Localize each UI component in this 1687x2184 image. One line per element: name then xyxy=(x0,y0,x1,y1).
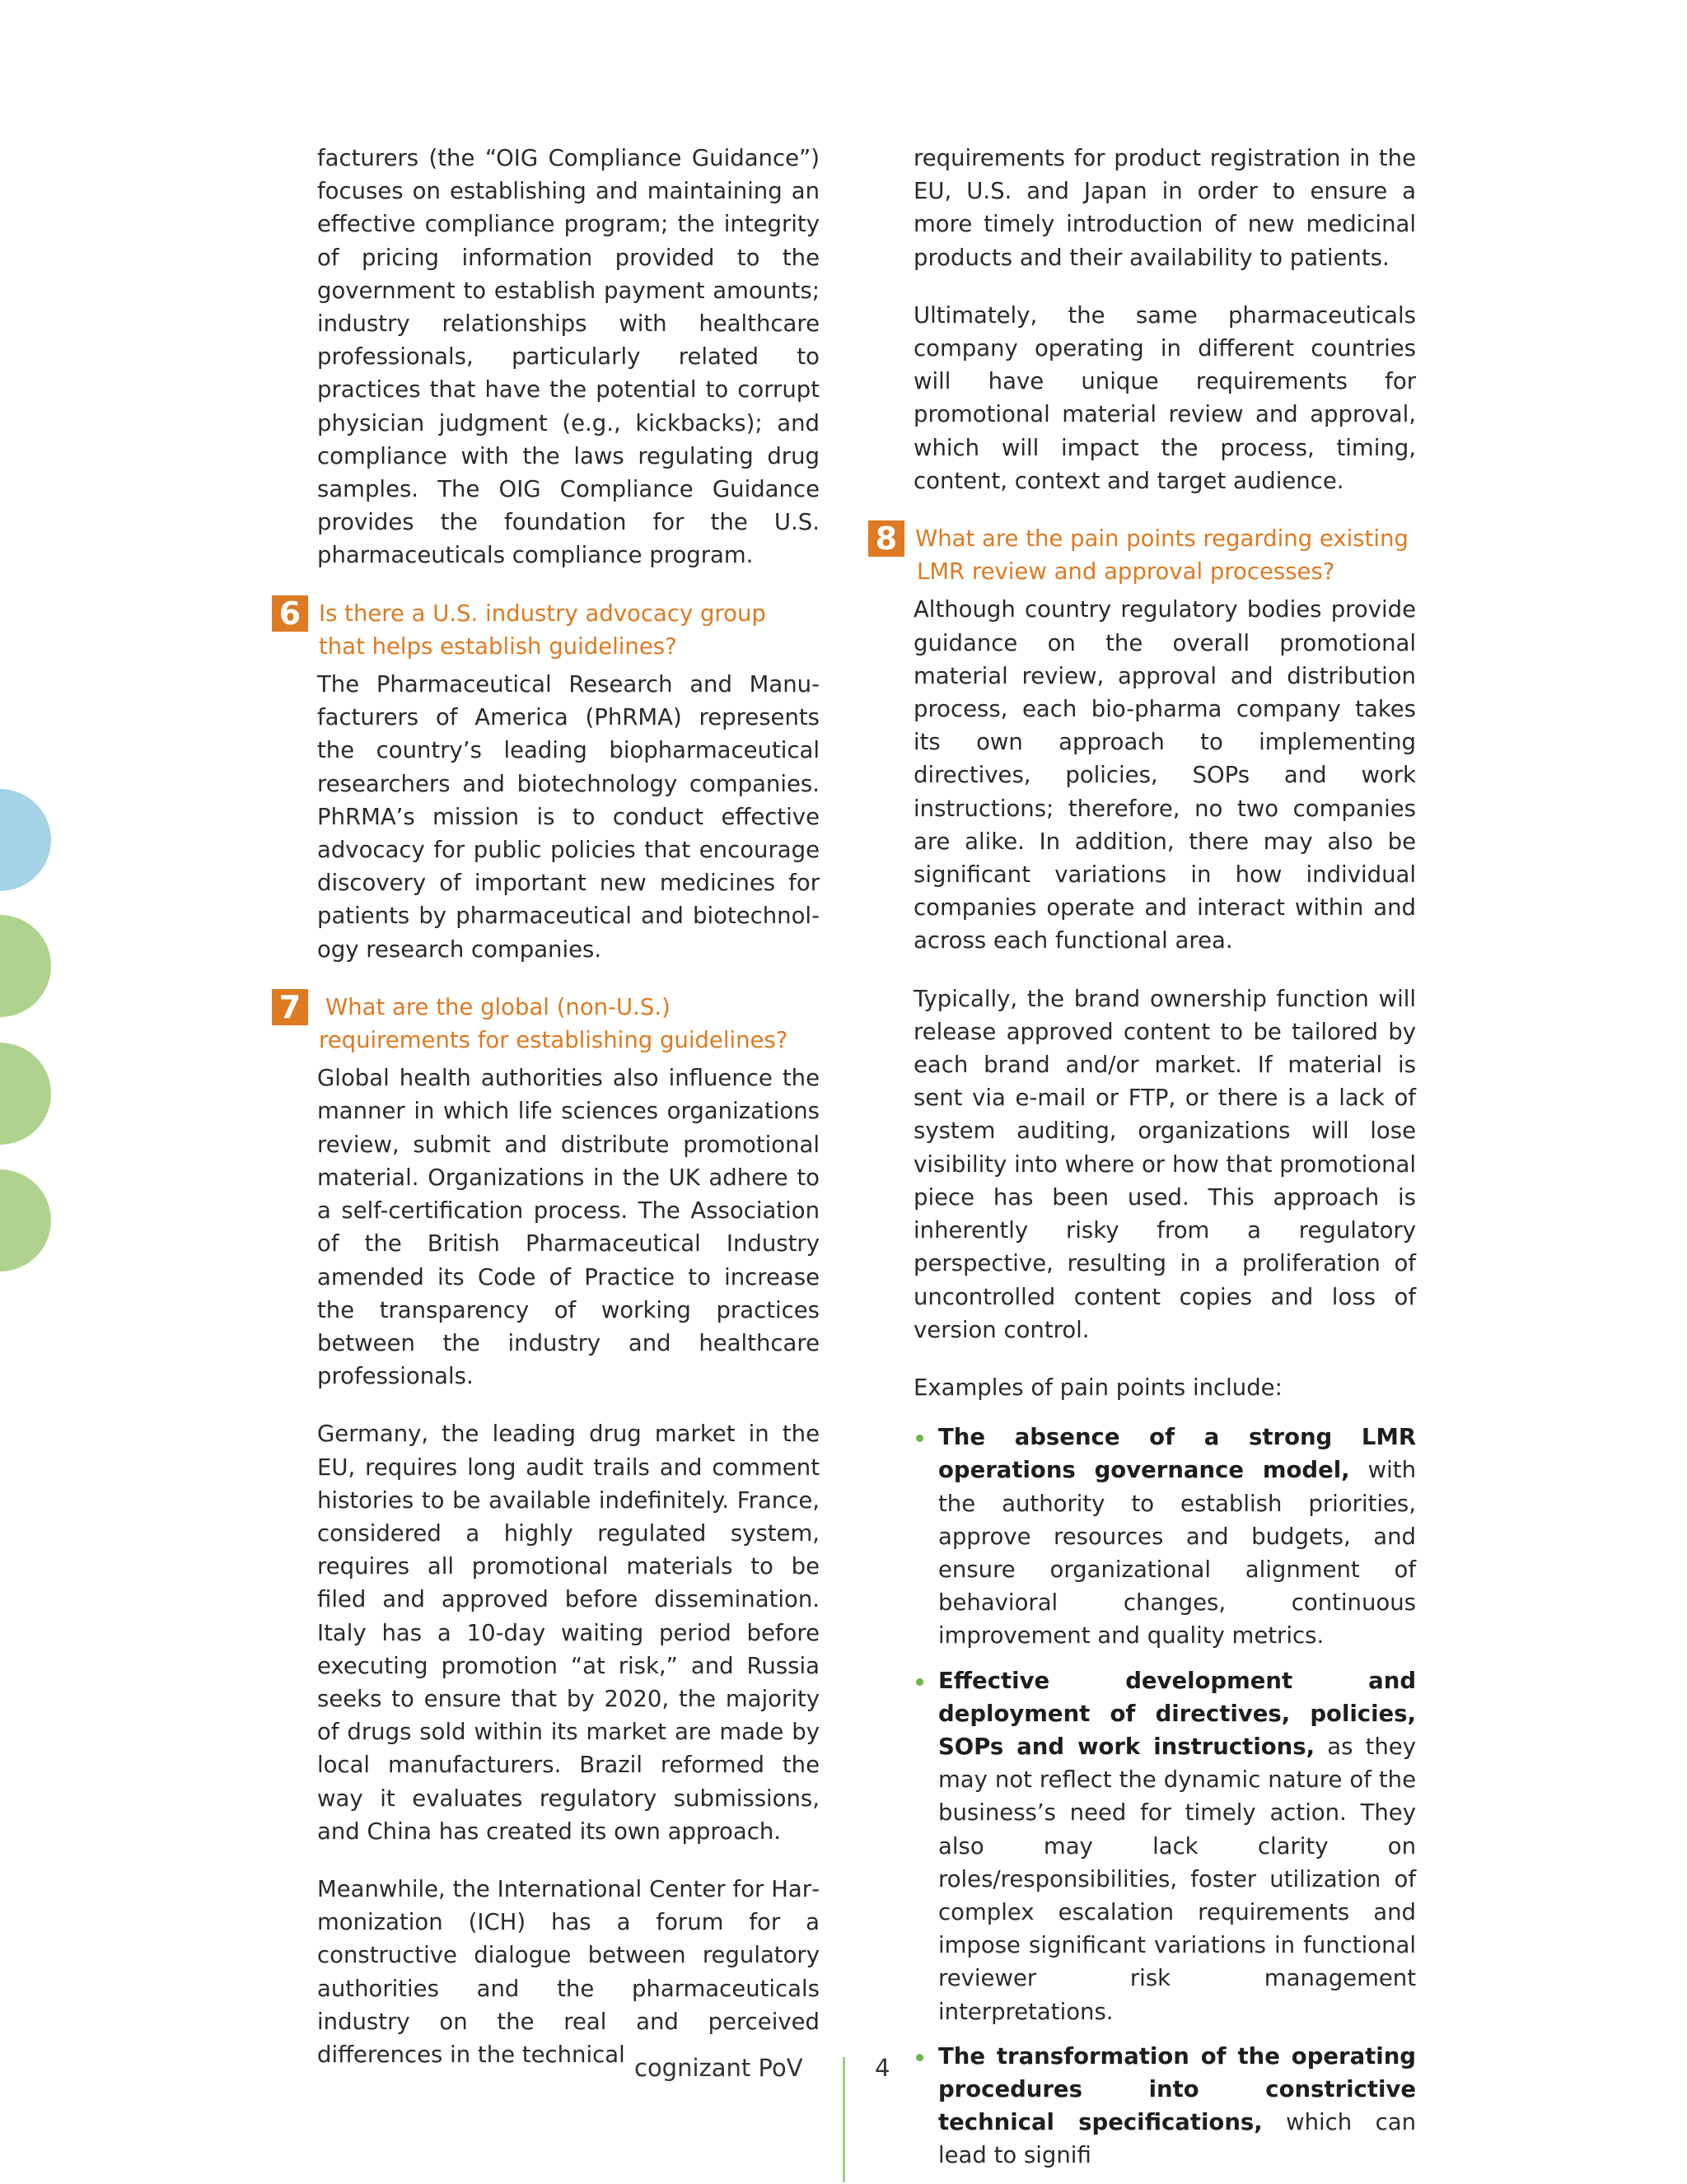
continuation-paragraph: requirements for product registration in the EU, U.S. and Japan in order to ensure a more timely introduction of new medicinal products and their availability to patients. xyxy=(914,145,1416,271)
pain-point-lead: The absence of a strong LMR operations governance model, xyxy=(938,1424,1416,1484)
decorative-circle-green-1 xyxy=(0,915,51,1017)
list-item xyxy=(914,2040,1416,2172)
question-number-badge: 7 xyxy=(272,989,308,1025)
bullet-icon xyxy=(916,1435,923,1442)
examples-intro: Examples of pain points include: xyxy=(914,1374,1283,1401)
decorative-circle-blue xyxy=(0,789,51,891)
bullet-icon xyxy=(916,2054,923,2061)
question-title-line: What are the pain points regarding existing xyxy=(915,525,1409,553)
question-7-body-1: Global health authorities also influence the manner in which life sciences organizations review, submit and distribute promotional material. Organizations in the UK adhere to a self-certification process. The Association of the British Pharmaceutical Industry amended its Code of Practice to increase the transparency of working practices between the industry and healthcare professionals. xyxy=(317,1065,820,1390)
list-item xyxy=(914,1664,1416,2028)
decorative-circle-green-2 xyxy=(0,1043,51,1145)
pain-point-text: with the authority to establish priorities, approve resources and budgets, and ensure organizational alignment of behavioral changes, continuous improvement and quality metrics. xyxy=(938,1457,1416,1650)
pain-point-text: as they may not reflect the dynamic nature of the business’s need for timely action. They also may lack clarity on roles/responsibilities, foster utilization of complex escalation requirements and impose significant variations in functional reviewer risk management interpretations. xyxy=(938,1733,1416,2025)
list-item xyxy=(914,1421,1416,1652)
question-6-body: The Pharmaceutical Research and Manufacturers of America (PhRMA) represents the country’s leading biopharmaceutical researchers and biotechnology companies. PhRMA’s mission is to conduct effective advocacy for public policies that encourage discovery of important new medicines for patients by pharmaceutical and biotechnology research companies. xyxy=(317,671,820,963)
question-7-body-2: Germany, the leading drug market in the EU, requires long audit trails and comment histories to be available indefinitely. France, considered a highly regulated system, requires all promotional materials to be filed and approved before dissemination. Italy has a 10-day waiting period before executing promotion “at risk,” and Russia seeks to ensure that by 2020, the majority of drugs sold within its market are made by local manufacturers. Brazil reformed the way it evaluates regulatory submissions, and China has created its own approach. xyxy=(317,1421,820,1845)
pain-points-list xyxy=(914,1421,1416,2172)
pain-point-lead: The transformation of the operating procedures into constrictive technical specifications, xyxy=(938,2042,1416,2136)
pain-point-text: which can lead to signifi xyxy=(938,2109,1416,2169)
question-8-heading xyxy=(875,520,1416,588)
bullet-icon xyxy=(916,1678,923,1686)
question-7-body-3: Meanwhile, the International Center for Harmonization (ICH) has a forum for a constructive dialogue between regulatory authorities and the pharmaceuticals industry on the real and perceived differences in the technical xyxy=(317,1875,820,2068)
question-number-badge: 8 xyxy=(868,520,904,557)
question-8-body-1: Although country regulatory bodies provide guidance on the overall promotional material review, approval and distribution process, each bio-pharma company takes its own approach to implementing directives, policies, SOPs and work instructions; therefore, no two companies are alike. In addition, there may also be significant variations in how individual companies operate and interact within and across each functional area. xyxy=(914,596,1416,954)
question-8-body-2: Typically, the brand ownership function will release approved content to be tailored by each brand and/or market. If material is sent via e-mail or FTP, or there is a lack of system auditing, organizations will lose visibility into where or how that promotional piece has been used. This approach is inherently risky from a regulatory perspective, resulting in a proliferation of uncontrolled content copies and loss of version control. xyxy=(914,985,1416,1343)
question-title-line: that helps establish guidelines? xyxy=(319,632,677,660)
pain-point-lead: Effective development and deployment of directives, policies, SOPs and work instructions, xyxy=(938,1667,1416,1760)
question-title-line: What are the global (non-U.S.) xyxy=(325,993,671,1020)
question-title-line: LMR review and approval processes? xyxy=(917,558,1335,586)
question-6-heading xyxy=(278,595,820,663)
question-title-line: requirements for establishing guidelines? xyxy=(319,1027,788,1054)
right-column xyxy=(875,142,1416,2184)
question-7-heading xyxy=(278,988,820,1057)
page-number: 4 xyxy=(875,2054,890,2082)
ultimately-paragraph: Ultimately, the same pharmaceuticals company operating in different countries will have unique requirements for promotional material review and approval, which will impact the process, timing, content, context and target audience. xyxy=(914,301,1416,494)
question-title-line: Is there a U.S. industry advocacy group xyxy=(319,600,766,627)
footer-divider xyxy=(843,2057,845,2182)
question-number-badge: 6 xyxy=(272,595,308,632)
footer-label: cognizant PoV xyxy=(634,2054,803,2082)
intro-paragraph: facturers (the “OIG Compliance Guidance”) focuses on establishing and maintaining an effective compliance program; the integrity of pricing information provided to the government to establish payment amounts; industry relationships with healthcare professionals, particularly related to practices that have the potential to corrupt physician judgment (e.g., kickbacks); and compliance with the laws regulating drug samples. The OIG Compliance Guidance provides the foundation for the U.S. pharmaceuticals compliance program. xyxy=(317,145,820,569)
left-column xyxy=(278,142,820,2096)
decorative-circle-green-3 xyxy=(0,1169,51,1272)
